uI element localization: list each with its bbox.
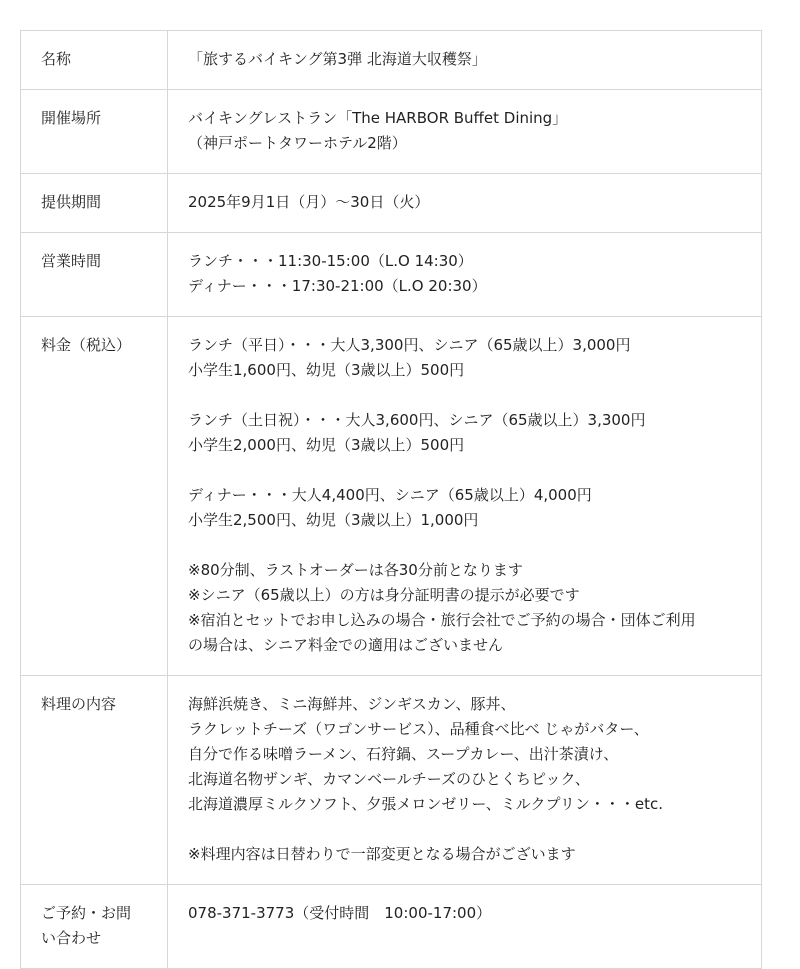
- row-value-menu: [168, 676, 762, 885]
- event-info-table: [20, 30, 762, 969]
- row-value-price: [168, 317, 762, 676]
- row-label-menu: 料理の内容: [21, 676, 168, 885]
- value-line: 小学生1,600円、幼児（3歳以上）500円: [188, 361, 465, 379]
- row-value-period: [168, 174, 762, 233]
- value-line: 2025年9月1日（月）～30日（火）: [188, 193, 430, 211]
- row-label-price: 料金（税込）: [21, 317, 168, 676]
- row-label-contact: [21, 885, 168, 969]
- note-line: ※シニア（65歳以上）の方は身分証明書の提示が必要です: [188, 586, 580, 604]
- value-line: バイキングレストラン「The HARBOR Buffet Dining」: [188, 109, 568, 127]
- label-line: ご予約・お問: [41, 904, 132, 922]
- table-row-menu: [21, 676, 762, 885]
- note-line: ※料理内容は日替わりで一部変更となる場合がございます: [188, 845, 576, 863]
- value-line: 自分で作る味噌ラーメン、石狩鍋、スープカレー、出汁茶漬け、: [188, 745, 619, 763]
- table-row-contact: [21, 885, 762, 969]
- value-line: 北海道濃厚ミルクソフト、夕張メロンゼリー、ミルクプリン・・・etc.: [188, 795, 663, 813]
- row-label-venue: 開催場所: [21, 90, 168, 174]
- row-value-name: [168, 31, 762, 90]
- blank-line: [188, 817, 741, 842]
- row-label-name: 名称: [21, 31, 168, 90]
- table-row-venue: [21, 90, 762, 174]
- label-line: い合わせ: [41, 929, 102, 947]
- value-line: （神戸ポートタワーホテル2階）: [188, 134, 407, 152]
- value-line: 小学生2,500円、幼児（3歳以上）1,000円: [188, 511, 479, 529]
- blank-line: [188, 458, 741, 483]
- value-line: 「旅するバイキング第3弾 北海道大収穫祭」: [188, 50, 487, 68]
- value-line: ディナー・・・大人4,400円、シニア（65歳以上）4,000円: [188, 486, 592, 504]
- value-line: ランチ（土日祝）・・・大人3,600円、シニア（65歳以上）3,300円: [188, 411, 646, 429]
- value-line: ランチ・・・11:30-15:00（L.O 14:30）: [188, 252, 473, 270]
- note-line: ※80分制、ラストオーダーは各30分前となります: [188, 561, 523, 579]
- value-line: ランチ（平日）・・・大人3,300円、シニア（65歳以上）3,000円: [188, 336, 631, 354]
- note-line: の場合は、シニア料金での適用はございません: [188, 636, 504, 654]
- value-line: 北海道名物ザンギ、カマンベールチーズのひとくちピック、: [188, 770, 590, 788]
- row-value-contact: [168, 885, 762, 969]
- value-line: ラクレットチーズ（ワゴンサービス）、品種食べ比べ じゃがバター、: [188, 720, 649, 738]
- table-row-hours: [21, 233, 762, 317]
- blank-line: [188, 383, 741, 408]
- row-label-period: 提供期間: [21, 174, 168, 233]
- phone-number: 078-371-3773（受付時間 10:00-17:00）: [188, 904, 492, 922]
- table-row-price: [21, 317, 762, 676]
- value-line: ディナー・・・17:30-21:00（L.O 20:30）: [188, 277, 487, 295]
- row-value-venue: [168, 90, 762, 174]
- row-value-hours: [168, 233, 762, 317]
- value-line: 海鮮浜焼き、ミニ海鮮丼、ジンギスカン、豚丼、: [188, 695, 516, 713]
- note-line: ※宿泊とセットでお申し込みの場合・旅行会社でご予約の場合・団体ご利用: [188, 611, 696, 629]
- table-row-name: [21, 31, 762, 90]
- row-label-hours: 営業時間: [21, 233, 168, 317]
- value-line: 小学生2,000円、幼児（3歳以上）500円: [188, 436, 465, 454]
- blank-line: [188, 533, 741, 558]
- table-row-period: [21, 174, 762, 233]
